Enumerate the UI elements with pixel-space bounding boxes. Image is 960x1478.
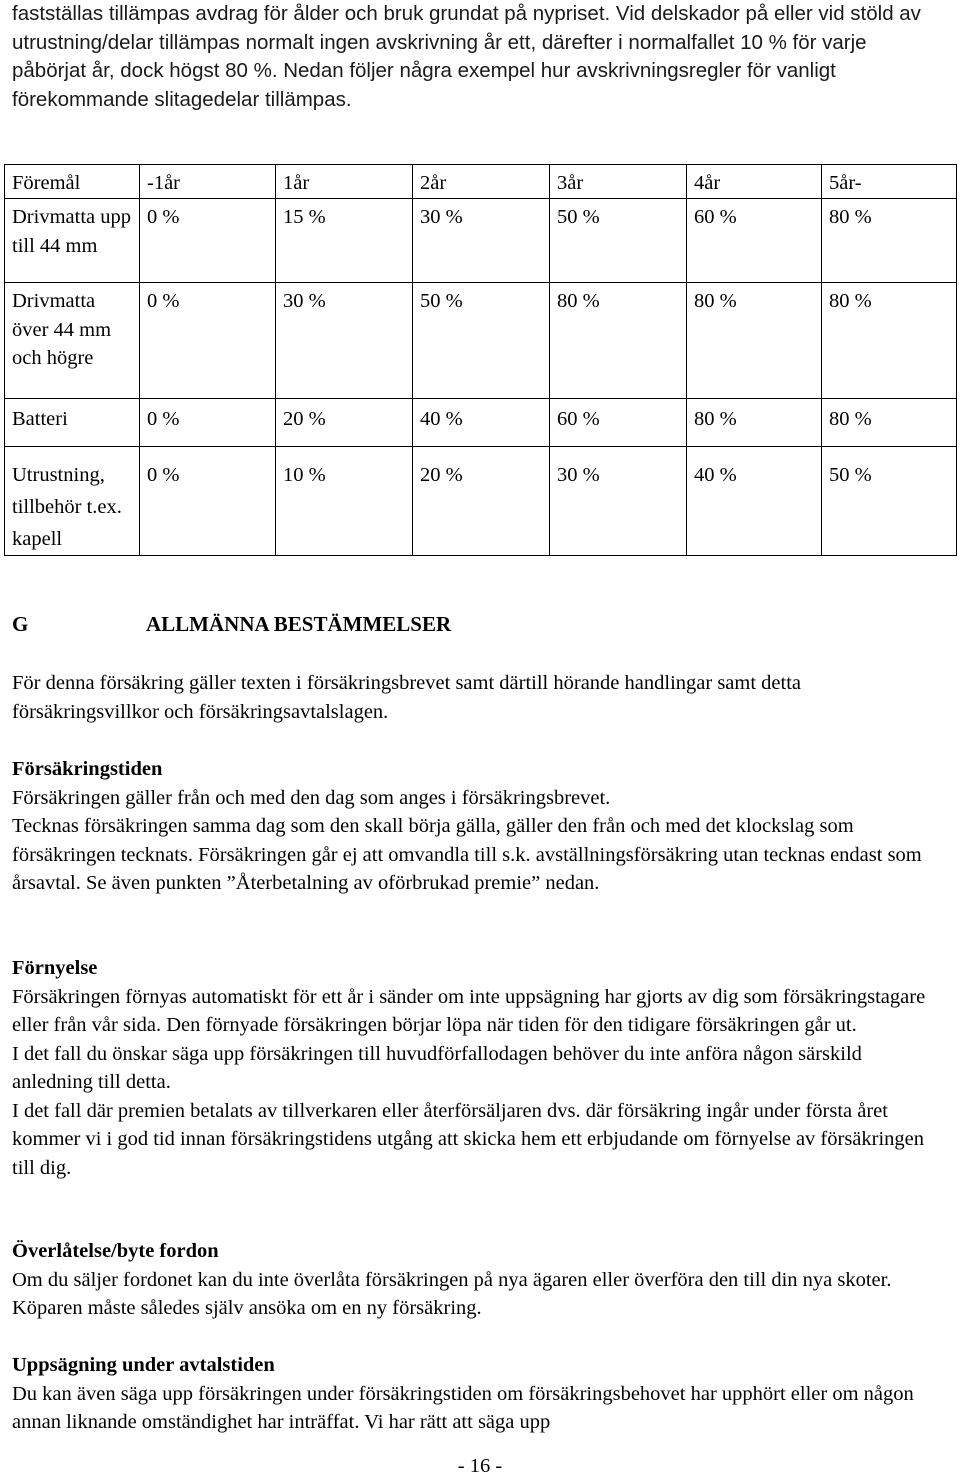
table-cell: 40 % [413, 399, 550, 447]
forsakringstiden-heading: Försäkringstiden [12, 758, 163, 780]
table-cell: 20 % [413, 447, 550, 556]
table-row [5, 447, 957, 556]
general-text: För denna försäkring gäller texten i försäkringsbrevet samt därtill hörande handlingar samt detta försäkringsvillkor och försäkringsavtalslagen. [12, 672, 801, 723]
table-cell: 30 % [550, 447, 687, 556]
table-cell: 80 % [822, 399, 957, 447]
fornyelse-section [12, 954, 947, 1182]
table-cell: 20 % [276, 399, 413, 447]
table-cell: Utrustning, tillbehör t.ex. kapell [5, 447, 140, 556]
intro-paragraph: fastställas tillämpas avdrag för ålder och bruk grundat på nypriset. Vid delskador på eller vid stöld av utrustning/delar tillämpas normalt ingen avskrivning år ett, därefter i normalfallet 10 % för varje påbörjat år, dock högst 80 %. Nedan följer några exempel hur avskrivningsregler för vanligt förekommande slitagedelar tillämpas. [12, 2, 921, 111]
table-row [5, 399, 957, 447]
fornyelse-p1: Försäkringen förnyas automatiskt för ett år i sänder om inte uppsägning har gjorts av dig som försäkringstagare eller från vår sida. Den förnyade försäkringen börjar löpa när tiden för den tidigare försäkringen går ut. [12, 985, 926, 1036]
section-letter: G [12, 612, 29, 636]
table-header-cell: 1år [276, 165, 413, 199]
table-cell: 60 % [687, 199, 822, 283]
table-cell: 80 % [822, 283, 957, 399]
table-cell: 0 % [140, 199, 276, 283]
table-header-cell: Föremål [5, 165, 140, 199]
table-cell: 80 % [687, 283, 822, 399]
table-cell: 50 % [550, 199, 687, 283]
table-cell: Batteri [5, 399, 140, 447]
page-number: - 16 - [457, 1455, 503, 1477]
depreciation-table [4, 164, 957, 556]
table-cell: 0 % [140, 399, 276, 447]
uppsagning-p1: Du kan även säga upp försäkringen under försäkringstiden om försäkringsbehovet har upphört eller om någon annan liknande omständighet har inträffat. Vi har rätt att säga upp [12, 1382, 914, 1433]
table-cell: 30 % [276, 283, 413, 399]
table-cell: 40 % [687, 447, 822, 556]
forsakringstiden-p1: Försäkringen gäller från och med den dag som anges i försäkringsbrevet. [12, 786, 611, 809]
fornyelse-p2: I det fall du önskar säga upp försäkringen till huvudförfallodagen behöver du inte anföra någon särskild anledning till detta. [12, 1042, 862, 1093]
table-header-cell: 4år [687, 165, 822, 199]
overlatelse-heading: Överlåtelse/byte fordon [12, 1240, 219, 1262]
table-row [5, 199, 957, 283]
table-header-cell: 3år [550, 165, 687, 199]
table-cell: 15 % [276, 199, 413, 283]
table-cell: 50 % [822, 447, 957, 556]
table-cell: 50 % [413, 283, 550, 399]
table-row [5, 283, 957, 399]
overlatelse-section [12, 1237, 947, 1323]
table-cell: Drivmatta över 44 mm och högre [5, 283, 140, 399]
table-header-cell: -1år [140, 165, 276, 199]
table-cell: Drivmatta upp till 44 mm [5, 199, 140, 283]
forsakringstiden-p2: Tecknas försäkringen samma dag som den skall börja gälla, gäller den från och med det klockslag som försäkringen tecknats. Försäkringen går ej att omvandla till s.k. avställningsförsäkring utan tecknas endast som årsavtal. Se även punkten ”Återbetalning av oförbrukad premie” nedan. [12, 815, 922, 894]
table-cell: 80 % [550, 283, 687, 399]
fornyelse-p3: I det fall där premien betalats av tillverkaren eller återförsäljaren dvs. där försäkring ingår under första året kommer vi i god tid innan försäkringstidens utgång att skicka hem ett erbjudande om förnyelse av försäkringen till dig. [12, 1099, 925, 1179]
forsakringstiden-section [12, 755, 947, 898]
table-cell: 80 % [687, 399, 822, 447]
table-header-cell: 2år [413, 165, 550, 199]
table-cell: 80 % [822, 199, 957, 283]
table-cell: 0 % [140, 283, 276, 399]
general-paragraph [12, 669, 947, 726]
table-header-row [5, 165, 957, 199]
table-cell: 0 % [140, 447, 276, 556]
table-cell: 30 % [413, 199, 550, 283]
section-title: ALLMÄNNA BESTÄMMELSER [146, 612, 452, 636]
table-header-cell: 5år- [822, 165, 957, 199]
table-cell: 60 % [550, 399, 687, 447]
uppsagning-heading: Uppsägning under avtalstiden [12, 1354, 275, 1376]
uppsagning-section [12, 1351, 947, 1437]
fornyelse-heading: Förnyelse [12, 957, 98, 979]
table-cell: 10 % [276, 447, 413, 556]
overlatelse-p1: Om du säljer fordonet kan du inte överlåta försäkringen på nya ägaren eller överföra den till din nya skoter. Köparen måste således själv ansöka om en ny försäkring. [12, 1268, 892, 1319]
